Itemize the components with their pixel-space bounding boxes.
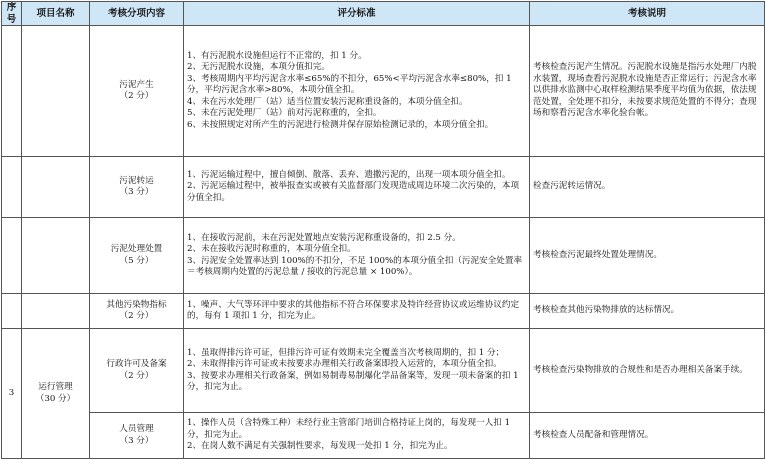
table-row <box>2 294 765 329</box>
header-seq: 序号 <box>2 2 22 26</box>
criteria-line: 2、在岗人数不满足有关强制性要求，每发现一处扣 1 分，扣完为止。 <box>187 441 453 452</box>
item-points: （2 分） <box>119 370 154 381</box>
project-points: （30 分） <box>35 393 76 404</box>
header-criteria: 评分标准 <box>184 2 530 26</box>
table-row <box>2 413 765 459</box>
criteria-cell <box>184 413 530 459</box>
item-points: （5 分） <box>119 255 154 266</box>
criteria-line: 2、无污泥脱水设施，本项分值扣完。 <box>187 62 330 73</box>
criteria-line: 3、考核周期内平均污泥含水率≤65%的不扣分，65%<平均污泥含水率≤80%，扣 1 分，平均污泥含水率>80%，本项分值全扣。 <box>187 73 512 96</box>
note-cell: 考核检查污泥最终处置处理情况。 <box>530 218 765 294</box>
table-row <box>2 157 765 218</box>
criteria-line: 1、在接收污泥前，未在污泥处置地点安装污泥称重设备的，扣 2.5 分。 <box>187 232 461 243</box>
project-cell <box>22 157 90 218</box>
item-cell <box>90 329 184 413</box>
criteria-line: 5、未在污泥处理厂（站）前对污泥称重的，全扣。 <box>187 108 382 119</box>
criteria-line: 1、有污泥脱水设施但运行不正常的，扣 1 分。 <box>187 50 367 61</box>
criteria-line: 2、污泥运输过程中，被举报查实或被有关监督部门发现造成周边环境二次污染的，本项分值全扣。 <box>187 181 520 203</box>
header-item: 考核分项内容 <box>90 2 184 26</box>
item-points: （3 分） <box>119 435 154 446</box>
criteria-line: 2、未在接收污泥时称重的，本项分值全扣。 <box>187 244 356 254</box>
project-cell <box>22 294 90 329</box>
note-cell: 检查污泥转运情况。 <box>530 157 765 218</box>
criteria-line: 1、操作人员（含特殊工种）未经行业主管部门培训合格持证上岗的，每发现一人扣 1 分，扣完为止。 <box>187 418 511 440</box>
seq-cell: 3 <box>2 329 22 459</box>
seq-cell <box>2 294 22 329</box>
seq-cell <box>2 26 22 157</box>
criteria-line: 1、污泥运输过程中，擅自倾倒、散落、丢弃、遗撒污泥的，出现一项本项分值全扣。 <box>187 169 511 180</box>
table-row <box>2 218 765 294</box>
criteria-line: 1、虽取得排污许可证，但排污许可证有效期未完全覆盖当次考核周期的，扣 1 分； <box>187 347 505 358</box>
table-row <box>2 329 765 413</box>
project-cell <box>22 218 90 294</box>
item-name: 污泥转运 <box>119 175 154 186</box>
criteria-cell <box>184 157 530 218</box>
project-cell <box>22 329 90 459</box>
criteria-line: 4、未在污水处理厂（站）适当位置安装污泥称重设备的，本项分值全扣。 <box>187 96 468 107</box>
table-row <box>2 26 765 157</box>
header-project: 项目名称 <box>22 2 90 26</box>
note-cell: 考核检查污泥产生情况。污泥脱水设施是指污水处理厂内脱水装置，现场查看污泥脱水设施是否正常运行；污泥含水率以供排水监测中心取样检测结果季度平均值为依据，依法规范处置，全处理不扣分，未按要求规范处置的不得分；查现场和察看污泥含水率化验台帐。 <box>530 26 765 157</box>
assessment-table <box>1 1 765 459</box>
item-points: （2 分） <box>119 311 154 321</box>
criteria-line: 6、未按照规定对所产生的污泥进行检测并保存原始检测记录的，本项分值全扣。 <box>187 119 494 130</box>
note-cell: 考核检查其他污染物排放的达标情况。 <box>530 294 765 329</box>
note-cell: 考核检查人员配备和管理情况。 <box>530 413 765 459</box>
criteria-line: 3、按要求办理相关行政备案，例如易制毒易制爆化学品备案等，发现一项未备案的扣 1 分，扣完为止。 <box>187 370 519 392</box>
item-cell <box>90 413 184 459</box>
seq-cell <box>2 218 22 294</box>
project-name: 运行管理 <box>38 382 73 392</box>
item-points: （3 分） <box>119 187 154 197</box>
criteria-line: 1、噪声、大气等环评中要求的其他指标不符合环保要求及特许经营协议或运维协议约定的，每有 1 项扣 1 分，扣完为止。 <box>187 299 520 321</box>
item-name: 其他污染物指标 <box>106 299 167 310</box>
criteria-cell <box>184 26 530 157</box>
seq-cell <box>2 157 22 218</box>
item-name: 人员管理 <box>119 424 154 434</box>
item-points: （2 分） <box>119 91 154 101</box>
item-name: 行政许可及备案 <box>106 359 167 369</box>
item-cell <box>90 157 184 218</box>
criteria-line: 3、污泥安全处置率达到 100%的不扣分，不足 100%的本项分值全扣（污泥安全处置率＝考核周期内处置的污泥总量 / 接收的污泥总量 × 100%）。 <box>187 255 523 277</box>
project-cell <box>22 26 90 157</box>
criteria-cell <box>184 218 530 294</box>
item-cell <box>90 218 184 294</box>
item-cell <box>90 26 184 157</box>
item-cell <box>90 294 184 329</box>
note-cell: 考核检查污染物排放的合规性和是否办理相关备案手续。 <box>530 329 765 413</box>
criteria-cell <box>184 294 530 329</box>
criteria-cell <box>184 329 530 413</box>
item-name: 污泥产生 <box>119 79 154 90</box>
header-row <box>2 2 765 26</box>
criteria-line: 2、未取得排污许可证或未按要求办理相关行政备案即投入运营的，本项分值全扣。 <box>187 359 502 369</box>
header-note: 考核说明 <box>530 2 765 26</box>
item-name: 污泥处理处置 <box>110 244 163 254</box>
